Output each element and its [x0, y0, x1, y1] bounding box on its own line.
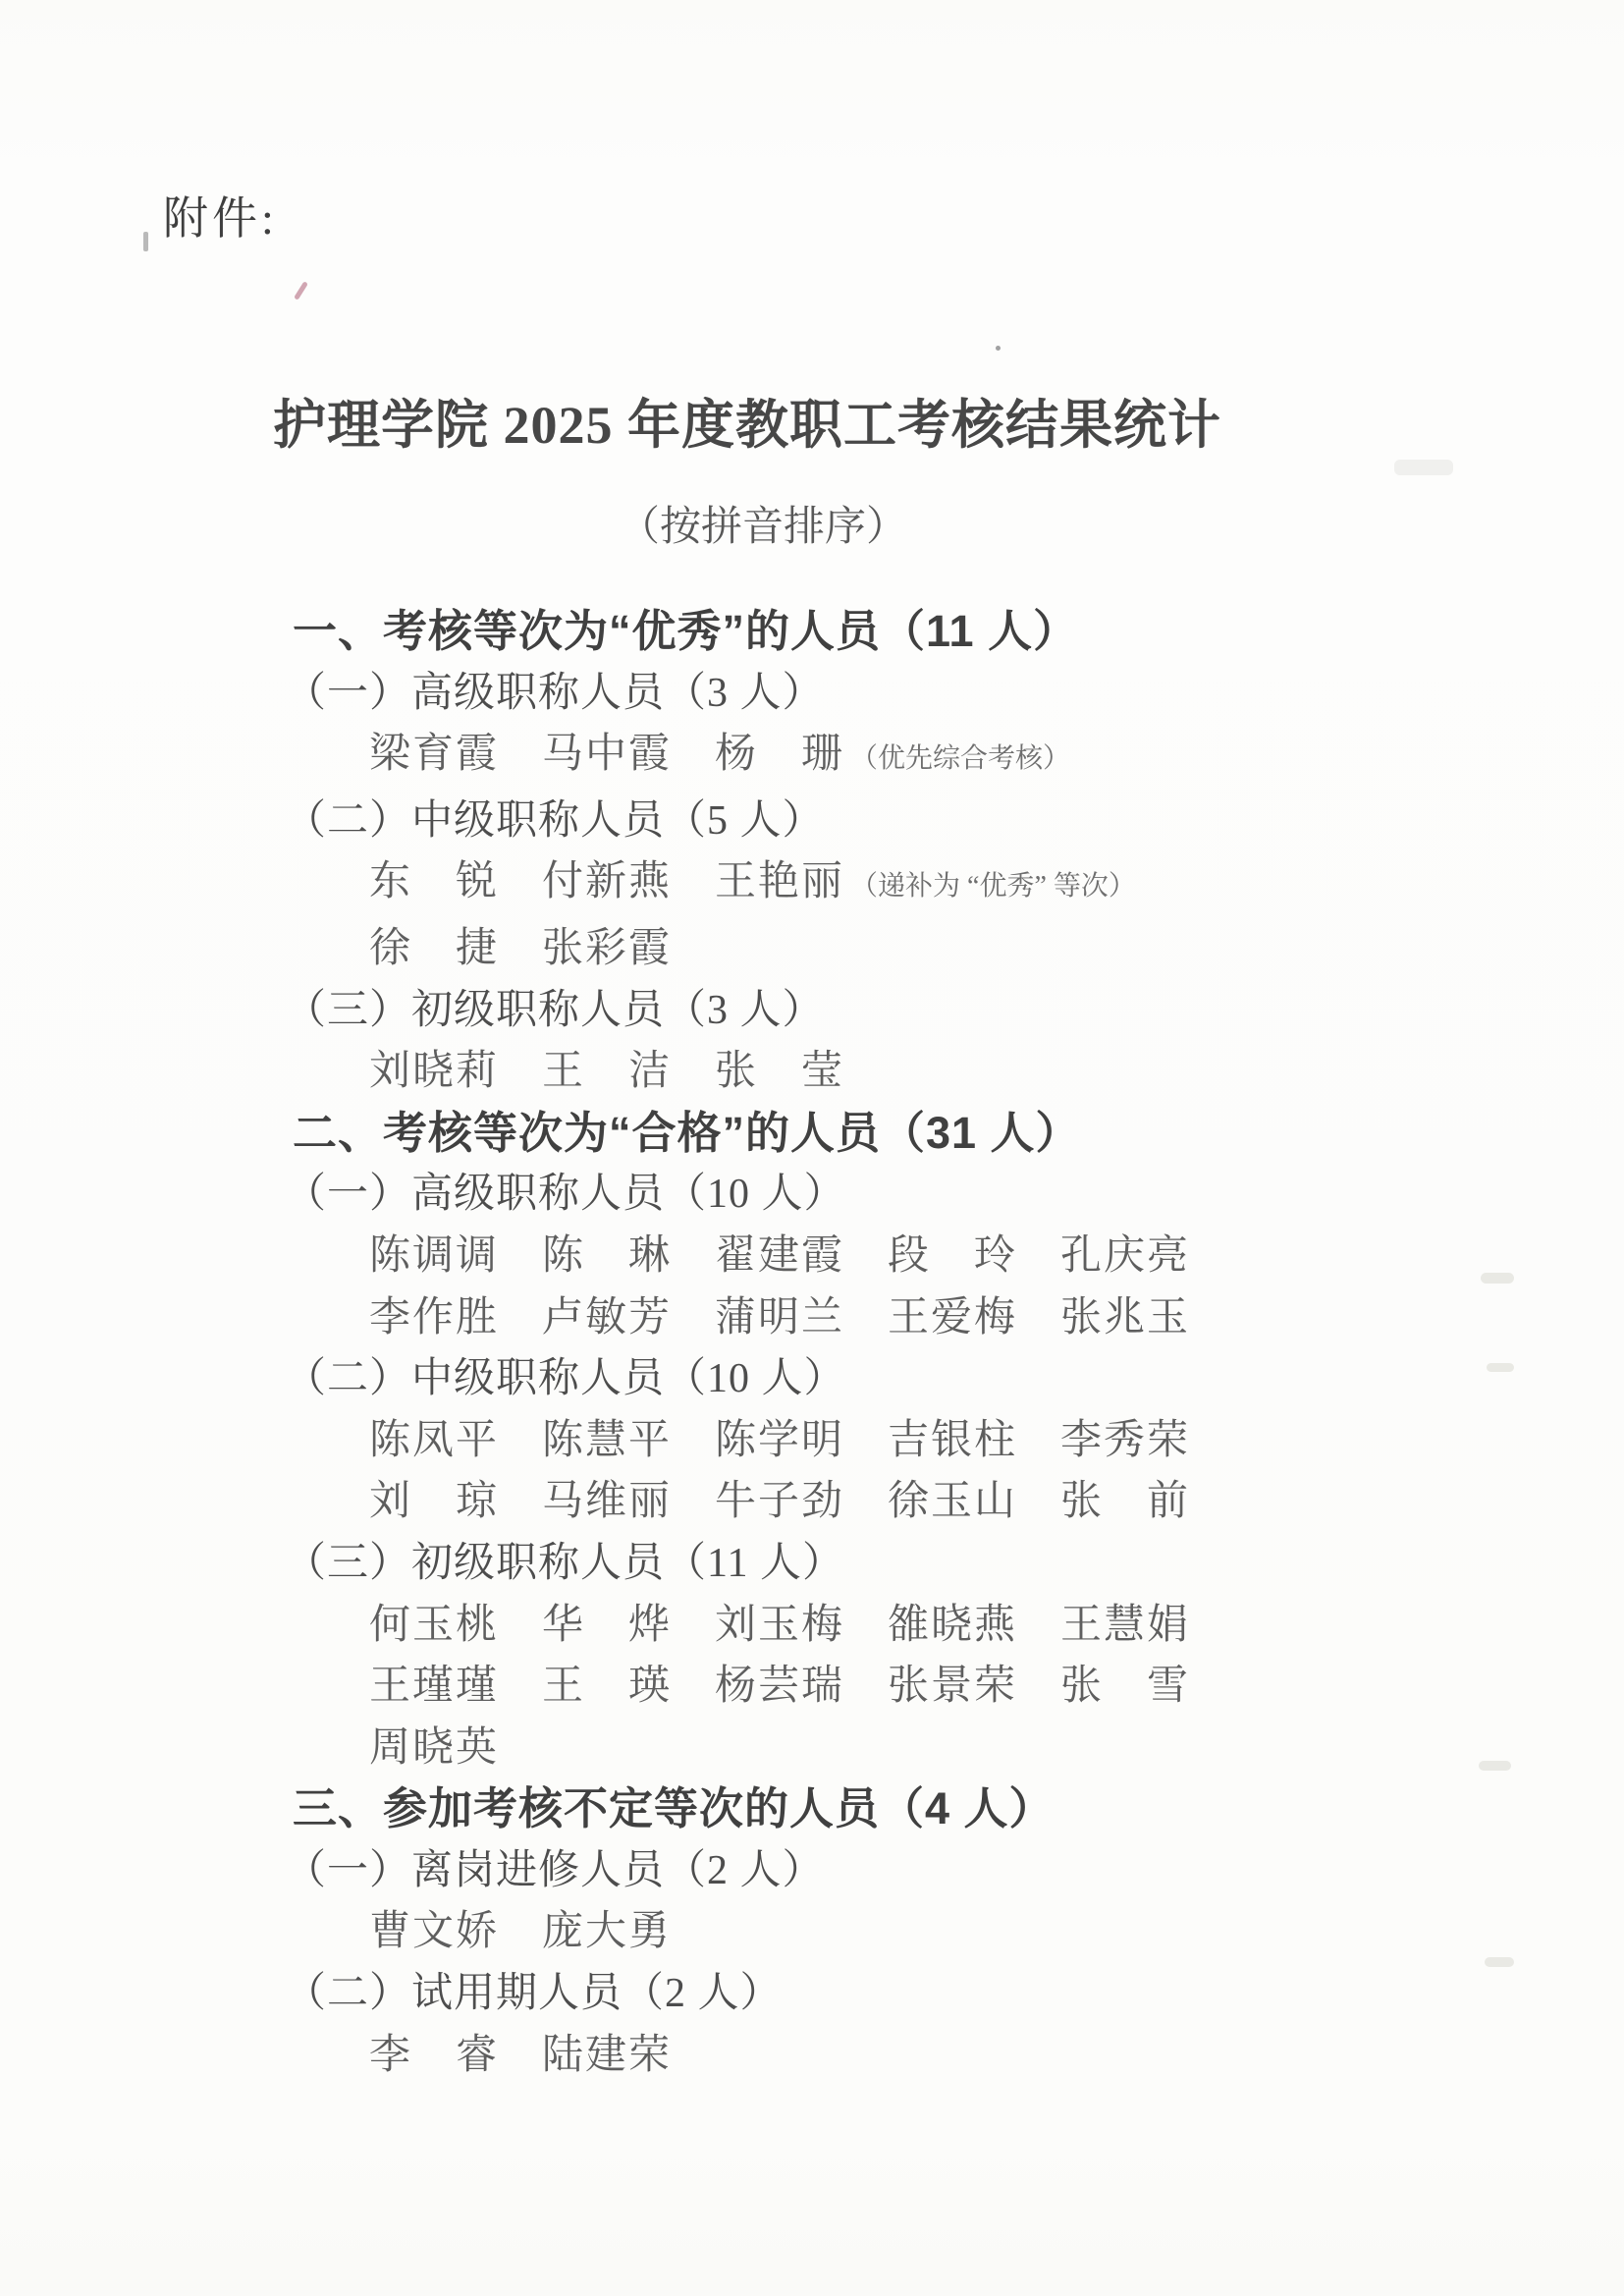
- subheading-study-leave: （一）离岗进修人员（2 人）: [285, 1847, 825, 1893]
- attachment-label: 附件:: [163, 193, 278, 244]
- scan-edge-artifact: [143, 232, 148, 251]
- name-row: [369, 1901, 1571, 1963]
- name-row-note: （优先综合考核）: [850, 743, 1071, 775]
- name-row: [369, 1595, 1571, 1657]
- name-row: [369, 1287, 1571, 1349]
- subheading-junior-title: （三）初级职称人员（3 人）: [285, 987, 825, 1033]
- name-row: [369, 1410, 1571, 1472]
- names-text: 王瑾瑾 王 瑛 杨芸瑞 张景荣 张 雪: [369, 1664, 1191, 1710]
- names-text: 徐 捷 张彩霞: [369, 925, 673, 971]
- pink-pen-mark: [294, 281, 308, 301]
- name-row: [369, 1226, 1571, 1287]
- name-row: [369, 724, 1571, 791]
- names-text: 周晓英: [369, 1724, 500, 1771]
- subheading-mid-title-2: （二）中级职称人员（10 人）: [285, 1356, 846, 1402]
- names-text: 李作胜 卢敏芳 蒲明兰 王爱梅 张兆玉: [369, 1294, 1191, 1340]
- subheading-senior-title: （一）高级职称人员（3 人）: [285, 670, 825, 716]
- name-row-note: （递补为 “优秀” 等次）: [850, 871, 1136, 902]
- document-title: 护理学院 2025 年度教职工考核结果统计: [273, 396, 1221, 455]
- section-heading-ungraded: 三、参加考核不定等次的人员（4 人）: [293, 1783, 1055, 1834]
- subheading-probation: （二）试用期人员（2 人）: [285, 1971, 783, 2017]
- names-text: 刘 琼 马维丽 牛子劲 徐玉山 张 前: [369, 1479, 1191, 1525]
- subheading-mid-title: （二）中级职称人员（5 人）: [285, 797, 825, 844]
- name-row: [369, 1718, 1571, 1779]
- names-text: 刘晓莉 王 洁 张 莹: [369, 1049, 845, 1095]
- subheading-junior-title-2: （三）初级职称人员（11 人）: [285, 1540, 844, 1586]
- names-text: 陈调调 陈 琳 翟建霞 段 玲 孔庆亮: [369, 1232, 1191, 1279]
- subheading-senior-title-2: （一）高级职称人员（10 人）: [285, 1172, 846, 1218]
- names-text: 李 睿 陆建荣: [369, 2032, 673, 2078]
- scan-dot-artifact: [996, 346, 1001, 351]
- names-text: 陈凤平 陈慧平 陈学明 吉银柱 李秀荣: [369, 1417, 1191, 1463]
- document-body: [0, 601, 1571, 2086]
- names-text: 东 锐 付新燕 王艳丽: [369, 859, 845, 905]
- name-row: [369, 2025, 1571, 2087]
- document-subtitle: （按拼音排序）: [619, 505, 908, 550]
- name-row: [369, 1471, 1571, 1533]
- scan-smudge: [1394, 460, 1453, 475]
- name-row: [369, 1041, 1571, 1103]
- name-row: [369, 851, 1571, 918]
- section-heading-excellent: 一、考核等次为“优秀”的人员（11 人）: [293, 606, 1079, 656]
- name-row: [369, 918, 1571, 980]
- names-text: 曹文娇 庞大勇: [369, 1909, 673, 1955]
- names-text: 梁育霞 马中霞 杨 珊: [369, 732, 845, 778]
- names-text: 何玉桃 华 烨 刘玉梅 雒晓燕 王慧娟: [369, 1602, 1191, 1648]
- name-row: [369, 1656, 1571, 1718]
- section-heading-qualified: 二、考核等次为“合格”的人员（31 人）: [293, 1107, 1081, 1158]
